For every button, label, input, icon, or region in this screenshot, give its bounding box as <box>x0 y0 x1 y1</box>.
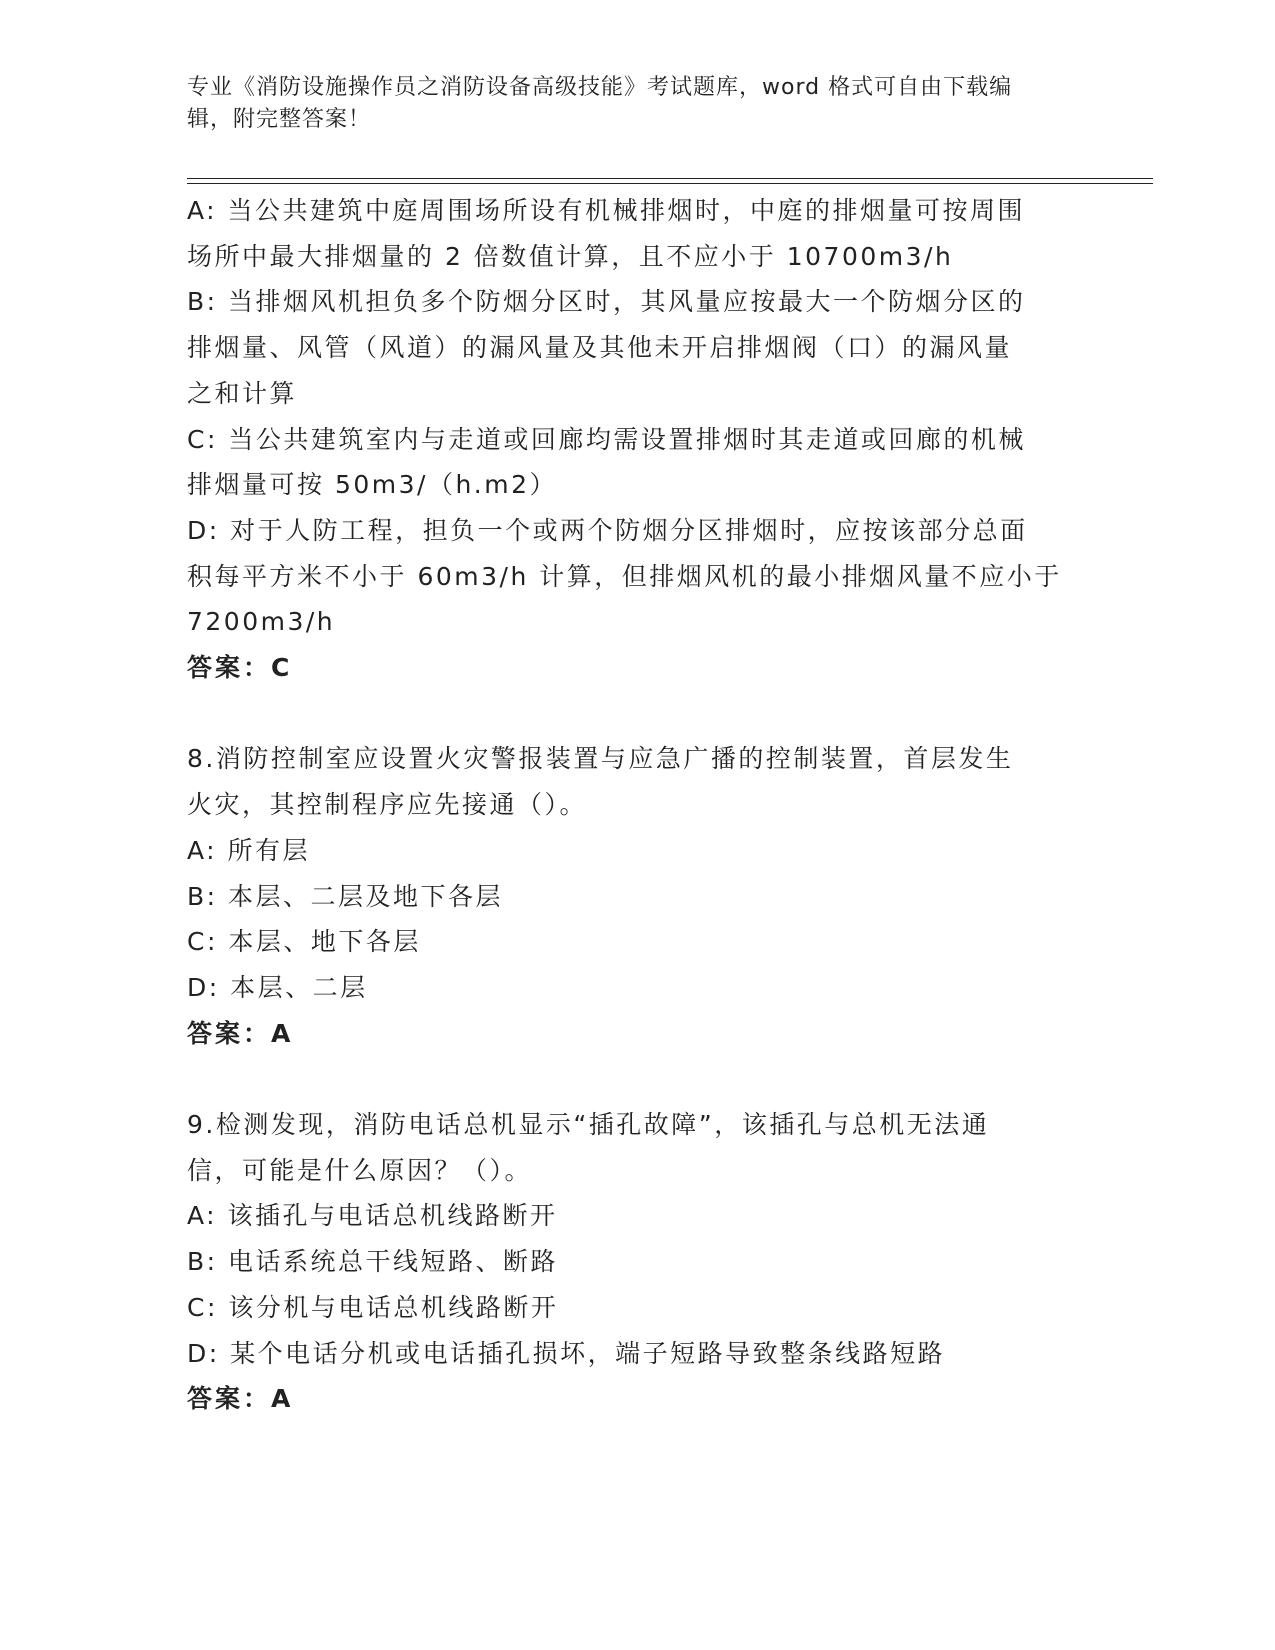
header-line-1: 专业《消防设施操作员之消防设备高级技能》考试题库，word 格式可自由下载编 <box>187 75 1013 100</box>
option-b-line: 排烟量、风管（风道）的漏风量及其他未开启排烟阀（口）的漏风量 <box>187 333 1013 363</box>
option-a: A: 该插孔与电话总机线路断开 <box>187 1201 558 1231</box>
spacer <box>187 691 1067 737</box>
page-header <box>187 72 1087 136</box>
option-d-line: 7200m3/h <box>187 607 336 637</box>
option-a: A: 所有层 <box>187 835 311 865</box>
question-content <box>187 188 1067 1422</box>
answer-label: 答案：C <box>187 653 293 683</box>
option-a-line: 场所中最大排烟量的 2 倍数值计算，且不应小于 10700m3/h <box>187 241 954 271</box>
option-c: C: 该分机与电话总机线路断开 <box>187 1292 559 1322</box>
question-text-line: 火灾，其控制程序应先接通（）。 <box>187 790 588 820</box>
option-b: B: 本层、二层及地下各层 <box>187 881 504 911</box>
question-7-options <box>187 188 1067 691</box>
option-c: C: 本层、地下各层 <box>187 927 421 957</box>
option-d: D: 本层、二层 <box>187 972 368 1002</box>
answer-label: 答案：A <box>187 1384 294 1414</box>
option-c-line: C: 当公共建筑室内与走道或回廊均需设置排烟时其走道或回廊的机械 <box>187 424 1026 454</box>
option-d-line: 积每平方米不小于 60m3/h 计算，但排烟风机的最小排烟风量不应小于 <box>187 561 1062 591</box>
option-d-line: D: 对于人防工程，担负一个或两个防烟分区排烟时，应按该部分总面 <box>187 515 1028 545</box>
option-b: B: 电话系统总干线短路、断路 <box>187 1247 559 1277</box>
header-divider <box>187 178 1153 179</box>
option-d: D: 某个电话分机或电话插孔损坏，端子短路导致整条线路短路 <box>187 1338 946 1368</box>
option-b-line: 之和计算 <box>187 378 298 408</box>
question-text-line: 8.消防控制室应设置火灾警报装置与应急广播的控制装置，首层发生 <box>187 744 1014 774</box>
header-line-2: 辑，附完整答案！ <box>187 107 372 132</box>
header-divider-double <box>187 183 1153 184</box>
option-c-line: 排烟量可按 50m3/（h.m2） <box>187 470 557 500</box>
question-8 <box>187 736 1067 1056</box>
question-text-line: 信，可能是什么原因？（）。 <box>187 1155 533 1185</box>
answer-label: 答案：A <box>187 1018 294 1048</box>
option-a-line: A: 当公共建筑中庭周围场所设有机械排烟时，中庭的排烟量可按周围 <box>187 196 1026 225</box>
option-b-line: B: 当排烟风机担负多个防烟分区时，其风量应按最大一个防烟分区的 <box>187 287 1026 317</box>
question-9 <box>187 1102 1067 1422</box>
question-text-line: 9.检测发现，消防电话总机显示“插孔故障”，该插孔与总机无法通 <box>187 1110 990 1140</box>
spacer <box>187 1056 1067 1102</box>
